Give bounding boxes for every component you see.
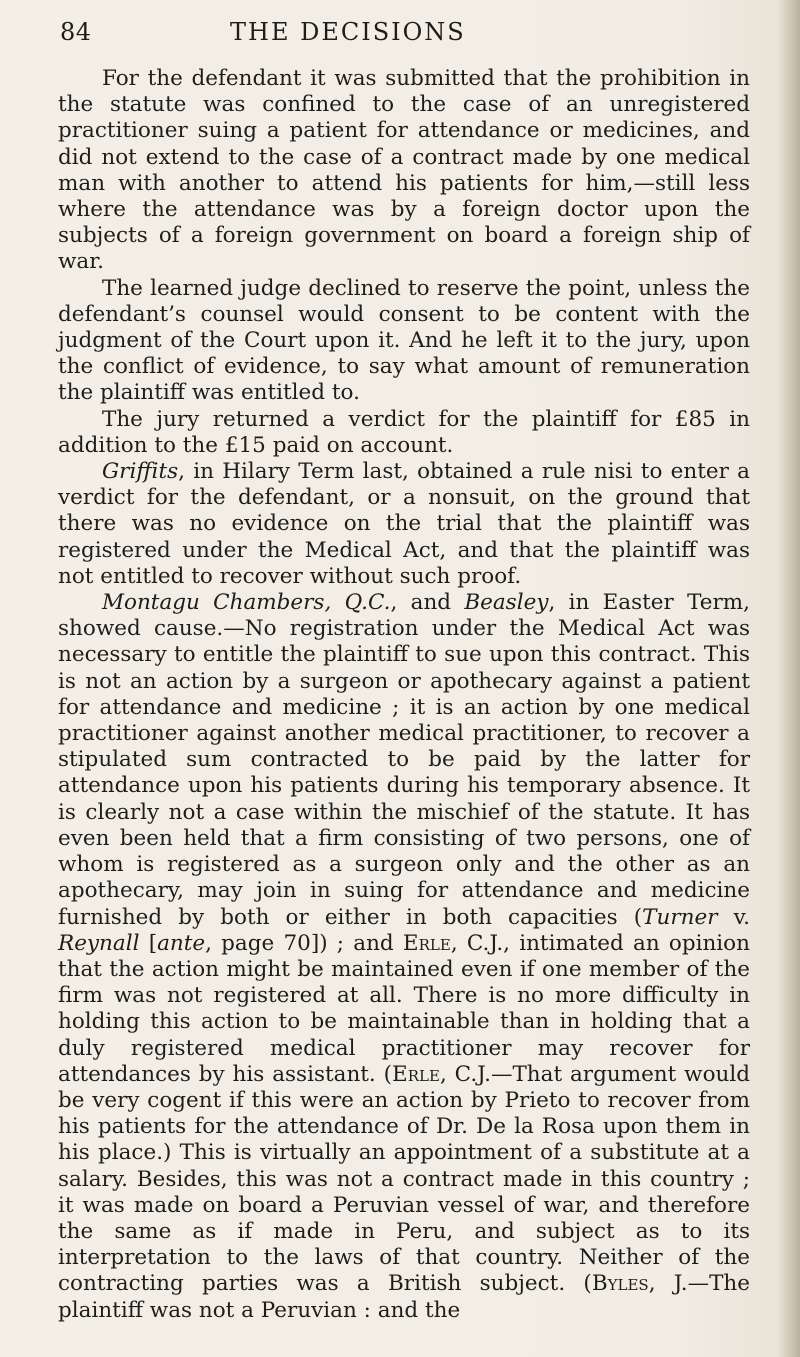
italic-run: Griffits (102, 459, 179, 485)
paragraph (58, 276, 750, 407)
text-run: The learned judge declined to reserve the point, unless the defendant’s counsel would consent to be content with the judgment of the Court upon it. And he left it to the jury, upon the conflict of evidence, to say what amount of remuneration the plaintiff was entitled to. (58, 275, 750, 406)
paragraph (58, 407, 750, 459)
text-run: , C.J., intimated an opinion that the action might be maintained even if one member of the firm was not registered at all. There is no more difficulty in holding this action to be maintainable than in holding that a duly registered medical practitioner may recover for attendances by his assistant. ( (58, 930, 750, 1087)
text-run: , J.—The plaintiff was not a Peruvian : and the (58, 1271, 750, 1323)
text-run: , and (390, 590, 465, 616)
running-head: THE DECISIONS (230, 18, 466, 46)
paragraph (58, 459, 750, 590)
italic-run: Montagu Chambers, Q.C. (102, 590, 391, 616)
text-run: v. (717, 904, 750, 930)
text-run: , in Hilary Term last, obtained a rule nisi to enter a verdict for the defendant, or a nonsuit, on the ground that there was no evidence on the trial that the plaintiff was registered under the Medical Act, and that the plaintiff was not entitled to recover without such proof. (58, 459, 750, 589)
italic-run: ante (157, 930, 206, 956)
text-run: For the defendant it was submitted that the prohibition in the statute was confined to the case of an unregistered practitioner suing a patient for attendance or medicines, and did not extend to the case of a contract made by one medical man with another to attend his patients for him,—still less where the attendance was by a foreign doctor upon the subjects of a foreign government on board a foreign ship of war. (58, 66, 750, 275)
small-caps-run: Erle (392, 1061, 440, 1087)
italic-run: Reynall (58, 930, 140, 956)
text-run: , page 70]) ; and (205, 930, 403, 956)
text-run: [ (139, 930, 158, 956)
body-text (58, 66, 750, 1324)
italic-run: Turner (642, 904, 718, 930)
page-header (60, 18, 740, 50)
text-run: The jury returned a verdict for the plaintiff for £85 in addition to the £15 paid on account. (58, 406, 750, 458)
paragraph (58, 66, 750, 276)
text-run: , in Easter Term, showed cause.—No registration under the Medical Act was necessary to entitle the plaintiff to sue upon this contract. This is not an action by a surgeon or apothecary against a patient for attendance and medicine ; it is an action by one medical practitioner against another medical practitioner, to recover a stipulated sum contracted to be paid by the latter for attendance upon his patients during his temporary absence. It is clearly not a case within the mischief of the statute. It has even been held that a firm consisting of two persons, one of whom is registered as a surgeon only and the other as an apothecary, may join in suing for attendance and medicine furnished by both or either in both capacities ( (58, 590, 750, 930)
small-caps-run: Byles (591, 1271, 649, 1297)
small-caps-run: Erle (402, 930, 451, 956)
page-number: 84 (60, 18, 92, 46)
book-spine-shadow (778, 0, 800, 1357)
italic-run: Beasley (464, 590, 549, 616)
text-run: , C.J.—That argument would be very cogent if this were an action by Prieto to recover from his patients for the attendance of Dr. De la Rosa upon them in his place.) This is virtually an appointment of a substitute at a salary. Besides, this was not a contract made in this country ; it was made on board a Peruvian vessel of war, and therefore the same as if made in Peru, and subject as to its interpretation to the laws of that country. Neither of the contracting parties was a British subject. ( (58, 1061, 751, 1297)
paragraph (58, 590, 750, 1324)
